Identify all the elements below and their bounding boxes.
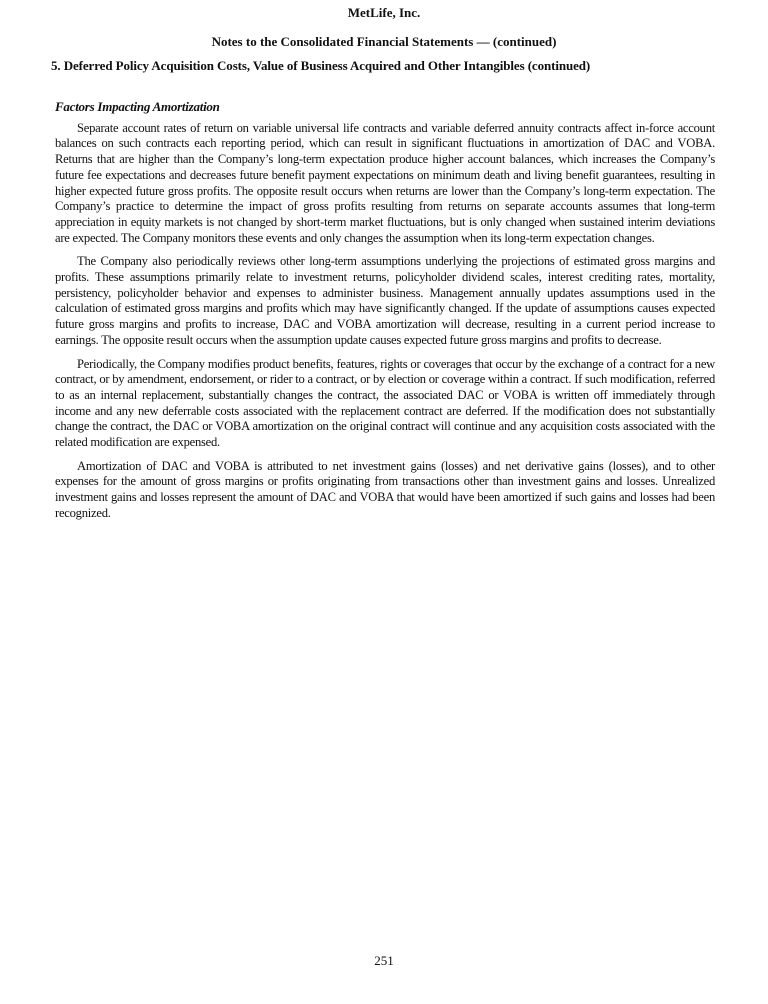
notes-title: Notes to the Consolidated Financial Statements — (continued) xyxy=(211,34,557,49)
company-name: MetLife, Inc. xyxy=(347,5,421,20)
paragraph: Separate account rates of return on variable universal life contracts and variable deferred annuity contracts affect in-force account balances on such contracts each reporting period, which can result in significant fluctuations in amortization of DAC and VOBA. Returns that are higher than the Company’s long-term expectation produce higher account balances, which increases the Company’s future fee expectations and decreases future benefit payment expectations on minimum death and living benefit guarantees, resulting in higher expected future gross profits. The opposite result occurs when returns are lower than the Company’s long-term expectation. The Company’s practice to determine the impact of gross profits resulting from returns on separate accounts assumes that long-term appreciation in equity markets is not changed by short-term market fluctuations, but is only changed when sustained interim deviations are expected. The Company monitors these events and only changes the assumption when its long-term expectation changes. xyxy=(55,120,715,245)
paragraph: Periodically, the Company modifies product benefits, features, rights or coverages that occur by the exchange of a contract for a new contract, or by amendment, endorsement, or rider to a contract, or by election or coverage within a contract. If such modification, referred to as an internal replacement, substantially changes the contract, the associated DAC or VOBA is written off immediately through income and any new deferrable costs associated with the replacement contract are deferred. If the modification does not substantially change the contract, the DAC or VOBA amortization on the original contract will continue and any acquisition costs associated with the related modification are expensed. xyxy=(55,356,715,450)
paragraph: The Company also periodically reviews other long-term assumptions underlying the projections of estimated gross margins and profits. These assumptions primarily relate to investment returns, policyholder dividend scales, interest crediting rates, mortality, persistency, policyholder behavior and expenses to administer business. Management annually updates assumptions used in the calculation of estimated gross margins and profits which may have significantly changed. If the update of assumptions causes expected future gross margins and profits to increase, DAC and VOBA amortization will decrease, resulting in a current period increase to earnings. The opposite result occurs when the assumption update causes expected future gross margins and profits to decrease. xyxy=(55,254,715,347)
section-title: 5. Deferred Policy Acquisition Costs, Value of Business Acquired and Other Intangibles (continued) xyxy=(51,58,591,73)
subheading: Factors Impacting Amortization xyxy=(55,99,220,114)
document-body xyxy=(55,99,715,530)
paragraph: Amortization of DAC and VOBA is attributed to net investment gains (losses) and net derivative gains (losses), and to other expenses for the amount of gross margins or profits originating from transactions other than investment gains and losses. Unrealized investment gains and losses represent the amount of DAC and VOBA that would have been amortized if such gains and losses had been recognized. xyxy=(55,458,715,520)
page-number: 251 xyxy=(374,953,394,968)
